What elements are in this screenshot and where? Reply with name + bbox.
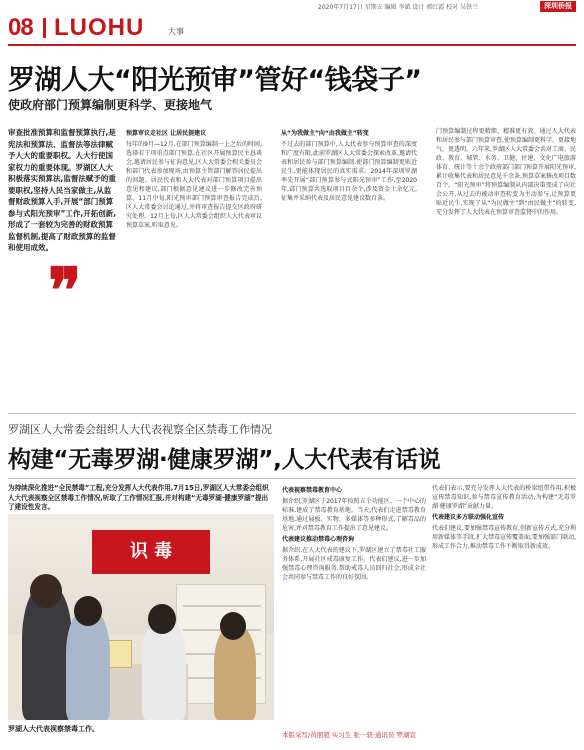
article2-subhead-2: 代表建议推动禁毒心理咨询: [282, 536, 355, 543]
page-credit: 本版采写/黄朋超 实习生 张一骁 通讯员 罗湖宣: [282, 731, 416, 739]
quote-mark-icon: ❞: [48, 254, 82, 327]
article1-body-2: 不过去的部门预算中,人大代表参与预算审查的深度和广度有限,此前罗湖区人大常委会探索改革,邀请代表和居民参与部门预算编制,使部门预算编制更贴近民生,更能体现居民的真实需求。2014年深圳罗湖率先开展“部门预算参与式阳光预审”工作,至2020年,部门预算共选取项目百余个,涉及资金十余亿元,征集并采纳代表及居民意见建议数百条。: [281, 141, 417, 202]
article1-subhead-2: 从“为我做主”向“由我做主”转变: [281, 130, 369, 137]
article2-subhead-1: 代表视察禁毒教育中心: [282, 487, 343, 494]
article1-lead: 审查批准预算和监督预算执行,是宪法和预算法、监督法等法律赋予人大的重要职权。人大行使国家权力的重要体现。罗湖区人大积极落实预算法,监督法赋予的重要职权,坚持人民当家做主,从监督财政预算入手,开展“部门预算参与式阳光预审”工作,开拓创新,形成了一套较为完善的财政预算监督机制,提高了财政预算的监督和使用成效。: [8, 128, 117, 252]
photo-banner: 识 毒: [92, 530, 210, 574]
article2-subhead-3: 代表建议多方联动强化宣传: [432, 514, 505, 521]
article2-column-2: [432, 484, 576, 722]
photo-person-head: [30, 574, 62, 608]
section-subtitle: 大事: [168, 27, 184, 36]
page-number: 08: [8, 14, 33, 41]
article2-rule: [8, 478, 576, 479]
article1-subhead-1: 预算审议走社区 让居民提建议: [126, 130, 207, 137]
article2-body-1: 据介绍,罗湖区于2017年按照五个功能区、一个中心的标准,建成了禁毒教育基地。当天,代表们走进禁毒教育基地,通过展板、实物、多媒体等多种形式,了解毒品的危害,并对禁毒教育工作提出了意见建议。: [282, 498, 426, 532]
article1-body-1: 每年的9月—12月,在部门预算编制一上之后的时间,选择若干项重点部门预算,在社区开展预算民主恳谈会,邀请居民参与征询意见,区人大常委会相关委员会和部门代表参加现场,由预算主管部门解答居民提出的问题。居民代表和人大代表对部门预算项目提出意见和建议,部门根据意见建议进一步修改完善预算。11月中旬,阳光预审部门预算审查报告完成后,区人大常委会讨论通过,并将审查报告提交区政府研究处理。12月上旬,区人大常委会组织人大代表审议预算草案,听取意见。: [126, 141, 262, 229]
article2-photo: [8, 514, 274, 720]
article1-column-1: [126, 127, 262, 401]
section-divider: [8, 413, 576, 414]
article2-body-4: 代表们建议,要加强禁毒宣传教育,创新宣传方式,充分利用新媒体等手段,扩大禁毒宣传覆盖面;要加强部门联动,形成工作合力,推动禁毒工作不断取得新成效。: [432, 525, 576, 550]
article2-body-2: 据介绍,在人大代表的建议下,罗湖区建立了禁毒社工服务体系,开展社区戒毒康复工作。代表们建议,进一步加强禁毒心理咨询服务,帮助戒毒人员回归社会,形成全社会共同参与禁毒工作的良好氛围。: [282, 547, 426, 581]
photo-caption: 罗湖人大代表视察禁毒工作。: [8, 725, 99, 733]
article1-body-3: 门预算编制过程更精细、精准更有效。通过人大代表和居民参与部门预算审查,使预算编制更科学、更接地气、更透明。六年来,罗湖区人大常委会共对工商、民政、教育、城管、水务、卫健、住建、文化广电旅游体育、统计等十余个政府部门部门预算开展阳光预审,累计收集代表和居民意见千余条,预算草案修改项目数百个。“阳光预审”将预算编制从内部决策变成了向社会公开,从过去的被动审查转变为主动参与,让预算更贴近民生,实现了从“为民做主”到“由民做主”的转变,充分发挥了人大代表在预算审查监督中的作用。: [436, 128, 576, 216]
article2-headline: 构建“无毒罗湖·健康罗湖”,人大代表有话说: [8, 447, 441, 473]
photo-person: [214, 626, 256, 720]
photo-person-head: [220, 612, 246, 640]
article1-headline: 罗湖人大“阳光预审”管好“钱袋子”: [8, 65, 422, 96]
article2-body-3: 代表们表示,要充分发挥人大代表的桥梁纽带作用,积极宣传禁毒知识,参与禁毒宣传教育活动,为构建“无毒罗湖·健康罗湖”贡献力量。: [432, 485, 576, 510]
masthead-rule: [8, 44, 576, 46]
masthead-divider: [43, 18, 46, 38]
article2-kicker: 罗湖区人大常委会组织人大代表视察全区禁毒工作情况: [8, 423, 272, 436]
photo-person-head: [148, 604, 176, 634]
photo-person-head: [74, 596, 102, 626]
article2-column-1: [282, 484, 426, 722]
article1-subheadline: 使政府部门预算编制更科学、更接地气: [8, 98, 213, 112]
photo-person: [66, 610, 110, 720]
newspaper-logo: 深圳侨报: [540, 1, 576, 12]
issue-meta: 2020年7月17日 星期五 编辑 李斌 设计 郭红霞 校对 吴铁兰: [318, 4, 479, 11]
section-title: LUOHU: [54, 14, 145, 41]
article1-column-2: [281, 127, 417, 401]
article2-lead: 为持续深化推进“全民禁毒”工程,充分发挥人大代表作用,7月15日,罗湖区人大常委会组织人大代表视察全区禁毒工作情况,听取了工作情况汇报,并对构建“无毒罗湖·健康罗湖”提出了建设性发言。: [8, 484, 269, 511]
top-bar: [0, 0, 584, 14]
article1-column-3: [436, 127, 576, 401]
